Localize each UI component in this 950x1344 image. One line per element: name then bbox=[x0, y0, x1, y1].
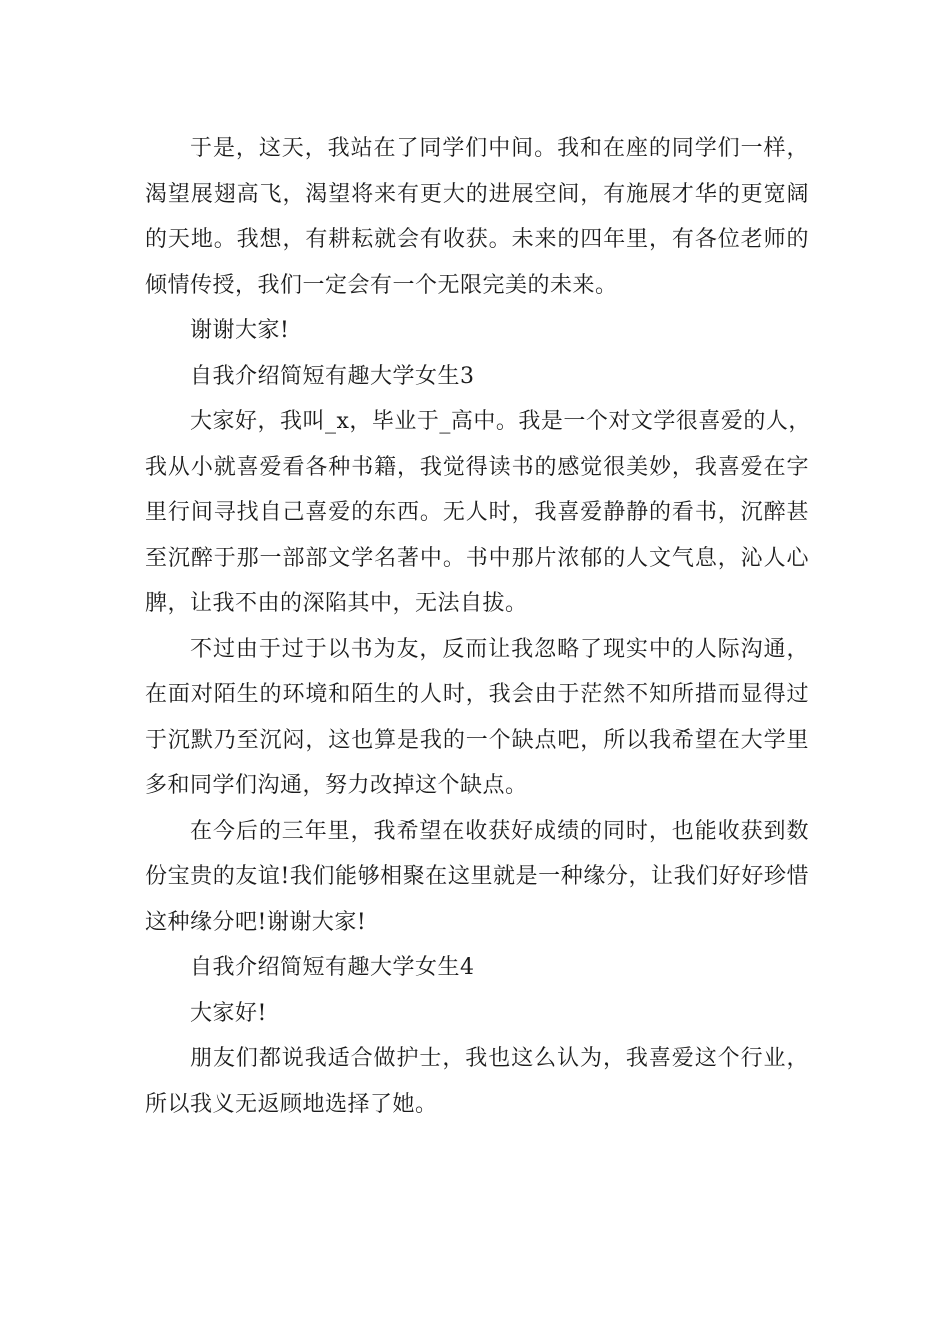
paragraph-line: 在面对陌生的环境和陌生的人时，我会由于茫然不知所措而显得过 bbox=[145, 682, 809, 707]
paragraph bbox=[145, 308, 809, 354]
paragraph bbox=[145, 627, 809, 809]
paragraph-line: 在今后的三年里，我希望在收获好成绩的同时，也能收获到数 bbox=[190, 818, 809, 844]
paragraph-line: 脾，让我不由的深陷其中，无法自拔。 bbox=[145, 591, 528, 616]
paragraph bbox=[145, 126, 809, 308]
paragraph-line: 自我介绍简短有趣大学女生4 bbox=[190, 955, 475, 980]
paragraph bbox=[145, 991, 809, 1037]
paragraph-line: 于是，这天，我站在了同学们中间。我和在座的同学们一样， bbox=[190, 136, 809, 161]
paragraph-line: 自我介绍简短有趣大学女生3 bbox=[190, 363, 475, 389]
paragraph-line: 我从小就喜爱看各种书籍，我觉得读书的感觉很美妙，我喜爱在字 bbox=[145, 454, 809, 480]
paragraph-line: 于沉默乃至沉闷，这也算是我的一个缺点吧，所以我希望在大学里 bbox=[145, 727, 809, 753]
paragraph-line: 倾情传授，我们一定会有一个无限完美的未来。 bbox=[145, 272, 618, 298]
paragraph-line: 这种缘分吧!谢谢大家! bbox=[145, 909, 367, 935]
paragraph-line: 大家好! bbox=[190, 1000, 267, 1026]
paragraph bbox=[145, 1036, 809, 1127]
paragraph-line: 的天地。我想，有耕耘就会有收获。未来的四年里，有各位老师的 bbox=[145, 227, 809, 252]
paragraph bbox=[145, 354, 809, 400]
paragraph-line: 渴望展翅高飞，渴望将来有更大的进展空间，有施展才华的更宽阔 bbox=[145, 181, 809, 207]
paragraph-line: 里行间寻找自己喜爱的东西。无人时，我喜爱静静的看书，沉醉甚 bbox=[145, 500, 809, 525]
paragraph-line: 多和同学们沟通，努力改掉这个缺点。 bbox=[145, 773, 528, 798]
paragraph bbox=[145, 399, 809, 627]
paragraph bbox=[145, 809, 809, 946]
paragraph bbox=[145, 945, 809, 991]
paragraph-line: 份宝贵的友谊!我们能够相聚在这里就是一种缘分，让我们好好珍惜 bbox=[145, 864, 809, 889]
paragraph-line: 不过由于过于以书为友，反而让我忽略了现实中的人际沟通， bbox=[190, 636, 809, 662]
paragraph-line: 大家好，我叫_x，毕业于_高中。我是一个对文学很喜爱的人， bbox=[190, 409, 811, 434]
paragraph-line: 至沉醉于那一部部文学名著中。书中那片浓郁的人文气息，沁人心 bbox=[145, 545, 809, 571]
paragraph-line: 谢谢大家! bbox=[190, 318, 290, 343]
paragraph-line: 所以我义无返顾地选择了她。 bbox=[145, 1091, 438, 1117]
paragraph-line: 朋友们都说我适合做护士，我也这么认为，我喜爱这个行业， bbox=[190, 1046, 809, 1071]
document-body bbox=[145, 126, 809, 1127]
